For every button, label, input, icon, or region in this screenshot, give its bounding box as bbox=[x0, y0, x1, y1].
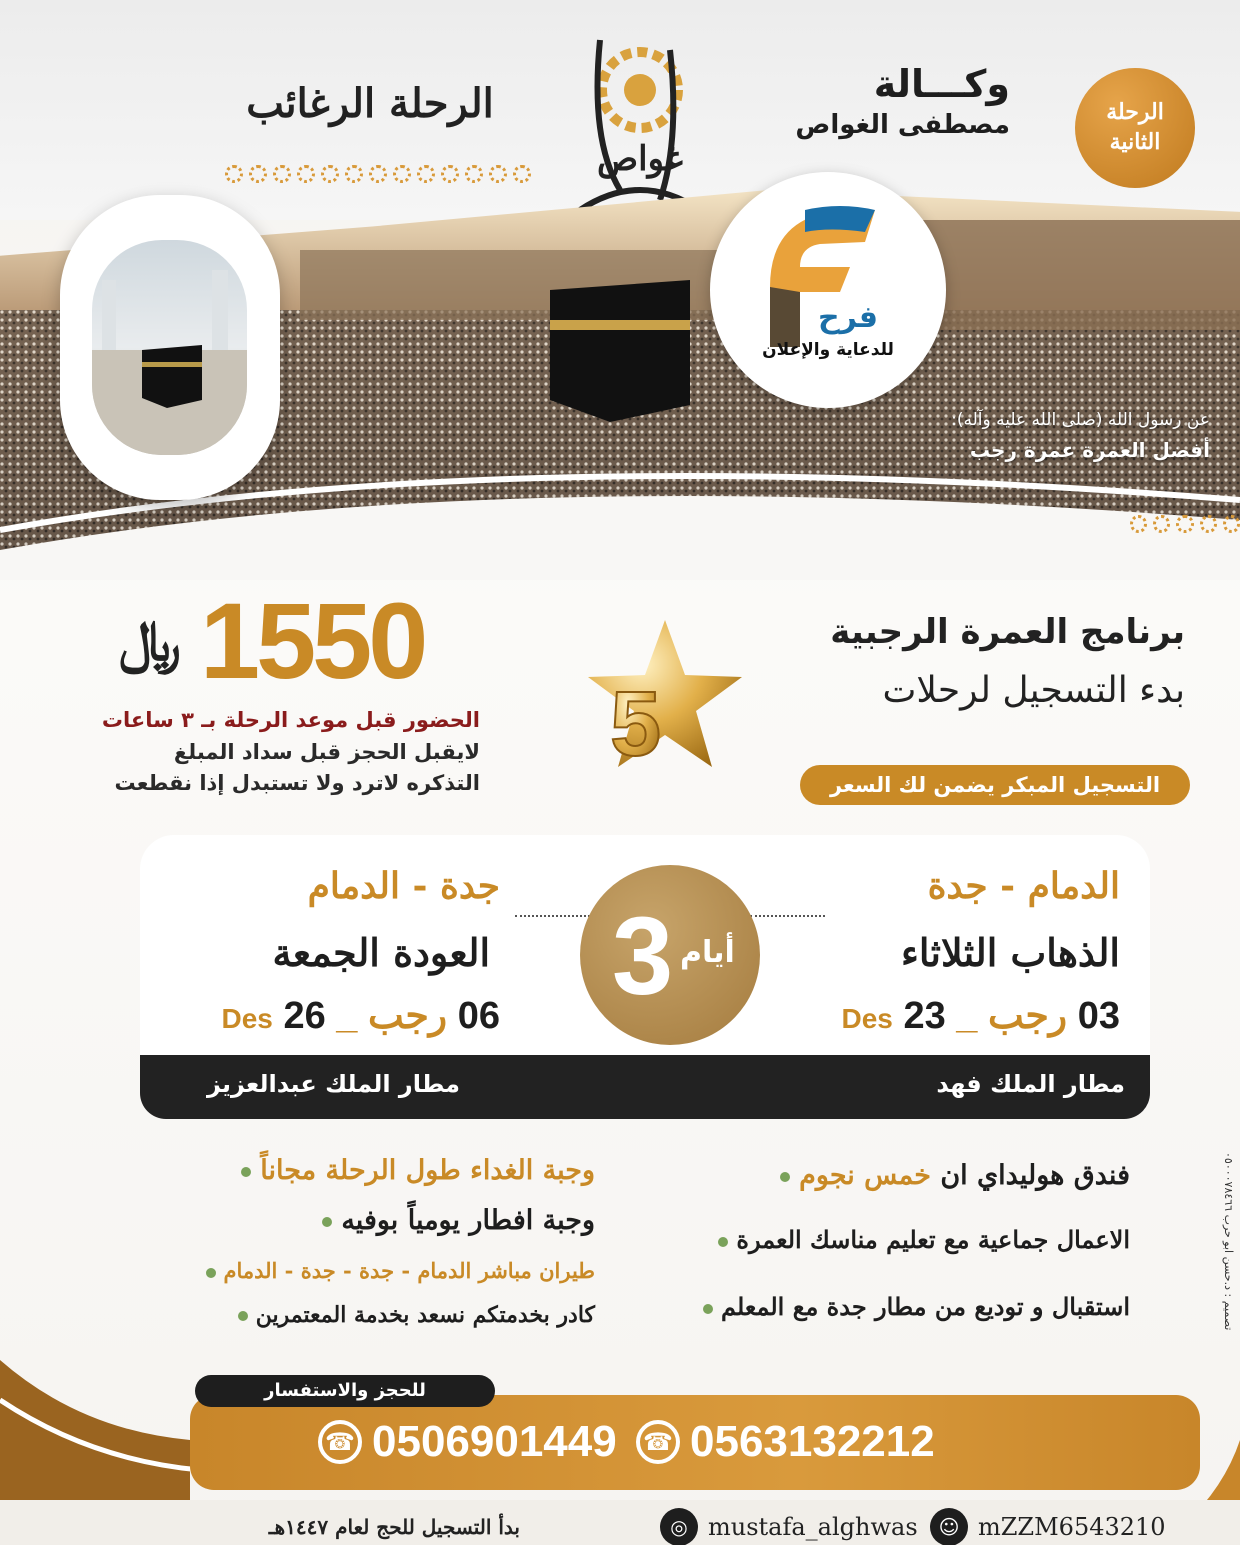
sponsor-subtitle: للدعاية والإعلان bbox=[762, 340, 894, 360]
outbound-date: 03 رجب _ 23 Des bbox=[841, 995, 1120, 1037]
condition-item: لايقبل الحجز قبل سداد المبلغ bbox=[173, 739, 480, 764]
program-subtitle: بدء التسجيل لرحلات bbox=[882, 670, 1185, 711]
return-airport: مطار الملك عبدالعزيز bbox=[207, 1070, 460, 1098]
trip-badge-line2: الثانية bbox=[1109, 129, 1161, 155]
phone-number-1[interactable]: 0506901449 bbox=[372, 1417, 617, 1466]
condition-item: الحضور قبل موعد الرحلة بـ ٣ ساعات bbox=[101, 708, 480, 732]
outbound-airport: مطار الملك فهد bbox=[936, 1070, 1125, 1098]
instagram-handle: mustafa_alghwas bbox=[708, 1513, 918, 1541]
return-date: 06 رجب _ 26 Des bbox=[221, 995, 500, 1037]
header-title: الرحلة الرغائب bbox=[246, 80, 494, 127]
feature-item: طيران مباشر الدمام - جدة - جدة - الدمام bbox=[95, 1258, 595, 1283]
star-icon bbox=[570, 615, 745, 790]
hadith bbox=[880, 410, 1210, 462]
stars-number: 5 bbox=[610, 673, 662, 775]
bullet bbox=[703, 1304, 713, 1314]
early-registration-note: التسجيل المبكر يضمن لك السعر bbox=[800, 765, 1190, 805]
outbound-route: الدمام - جدة bbox=[927, 865, 1120, 907]
return-hijri-month: رجب bbox=[368, 995, 448, 1037]
bullet bbox=[241, 1167, 251, 1177]
phone-icon bbox=[636, 1420, 680, 1464]
feature-item: الاعمال جماعية مع تعليم مناسك العمرة bbox=[630, 1225, 1130, 1254]
hadith-attribution: عن رسول الله (صلى الله عليه وآله): bbox=[951, 410, 1210, 430]
feature-item: استقبال و توديع من مطار جدة مع المعلم bbox=[630, 1292, 1130, 1321]
logo-text: غواص bbox=[597, 139, 683, 179]
phone-number-2[interactable]: 0563132212 bbox=[690, 1417, 935, 1466]
travel-details bbox=[140, 835, 1150, 1120]
snapchat-icon: ☺ bbox=[930, 1508, 968, 1545]
trip-badge bbox=[1075, 68, 1195, 188]
instagram-icon: ◎ bbox=[660, 1508, 698, 1545]
window-view bbox=[92, 240, 247, 455]
outbound-greg-month: Des bbox=[841, 1003, 893, 1034]
feature-item: كادر بخدمتكم نسعد بخدمة المعتمرين bbox=[95, 1302, 595, 1328]
sponsor-logo bbox=[710, 172, 946, 408]
snapchat-link[interactable] bbox=[930, 1507, 1166, 1545]
trip-badge-line1: الرحلة bbox=[1106, 99, 1164, 126]
hadith-text: أفضل العمرة عمرة رجب bbox=[969, 438, 1210, 462]
outbound-hijri-day: 03 bbox=[1077, 995, 1120, 1037]
return-greg-month: Des bbox=[221, 1003, 273, 1034]
feature-item: وجبة افطار يومياً بوفيه bbox=[95, 1205, 595, 1236]
bullet bbox=[780, 1172, 790, 1182]
sponsor-name: فرح bbox=[818, 300, 878, 335]
ornament-row-right bbox=[1130, 515, 1240, 537]
phone-icon bbox=[318, 1420, 362, 1464]
bullet bbox=[322, 1217, 332, 1227]
airplane-window-icon bbox=[60, 195, 280, 500]
duration-number: 3 bbox=[612, 895, 674, 1018]
agency-line1: وكـــالة bbox=[873, 62, 1010, 106]
calligraphy-logo bbox=[560, 20, 720, 220]
contact-label: للحجز والاستفسار bbox=[195, 1375, 495, 1407]
airport-bar bbox=[140, 1055, 1150, 1119]
program-block bbox=[770, 612, 1185, 711]
return-hijri-day: 06 bbox=[457, 995, 500, 1037]
outbound-hijri-month: رجب bbox=[988, 995, 1068, 1037]
currency-symbol: ﷼ bbox=[119, 608, 181, 674]
bullet bbox=[238, 1311, 248, 1321]
return-route: جدة - الدمام bbox=[307, 865, 500, 907]
designer-credit: تصميم : د.حسن ابو حرب ٠٥٠٠٠٧٨٤٦٦ bbox=[1222, 1151, 1235, 1330]
outbound-greg-day: 23 bbox=[903, 995, 946, 1037]
snapchat-handle: mZZM6543210 bbox=[978, 1513, 1166, 1541]
booking-conditions bbox=[80, 705, 480, 800]
program-title: برنامج العمرة الرجبية bbox=[830, 612, 1185, 652]
return-label: العودة الجمعة bbox=[272, 930, 490, 975]
bullet bbox=[718, 1237, 728, 1247]
price-value: 1550 bbox=[200, 580, 425, 701]
condition-item: التذكره لاترد ولا تستبدل إذا نقطعت bbox=[114, 771, 480, 795]
agency-name bbox=[770, 62, 1010, 140]
return-greg-day: 26 bbox=[283, 995, 326, 1037]
instagram-link[interactable] bbox=[660, 1507, 918, 1545]
hajj-registration-note: بدأ التسجيل للحج لعام ١٤٤٧هـ bbox=[268, 1515, 520, 1539]
bullet bbox=[206, 1268, 216, 1278]
duration-word: أيام bbox=[680, 935, 735, 970]
feature-item: وجبة الغداء طول الرحلة مجاناً bbox=[95, 1155, 595, 1186]
duration-badge bbox=[580, 865, 760, 1045]
outbound-label: الذهاب الثلاثاء bbox=[900, 930, 1120, 975]
feature-item: فندق هوليداي ان خمس نجوم bbox=[630, 1160, 1130, 1191]
agency-line2: مصطفى الغواص bbox=[795, 110, 1010, 140]
ornament-row-top bbox=[225, 165, 545, 187]
